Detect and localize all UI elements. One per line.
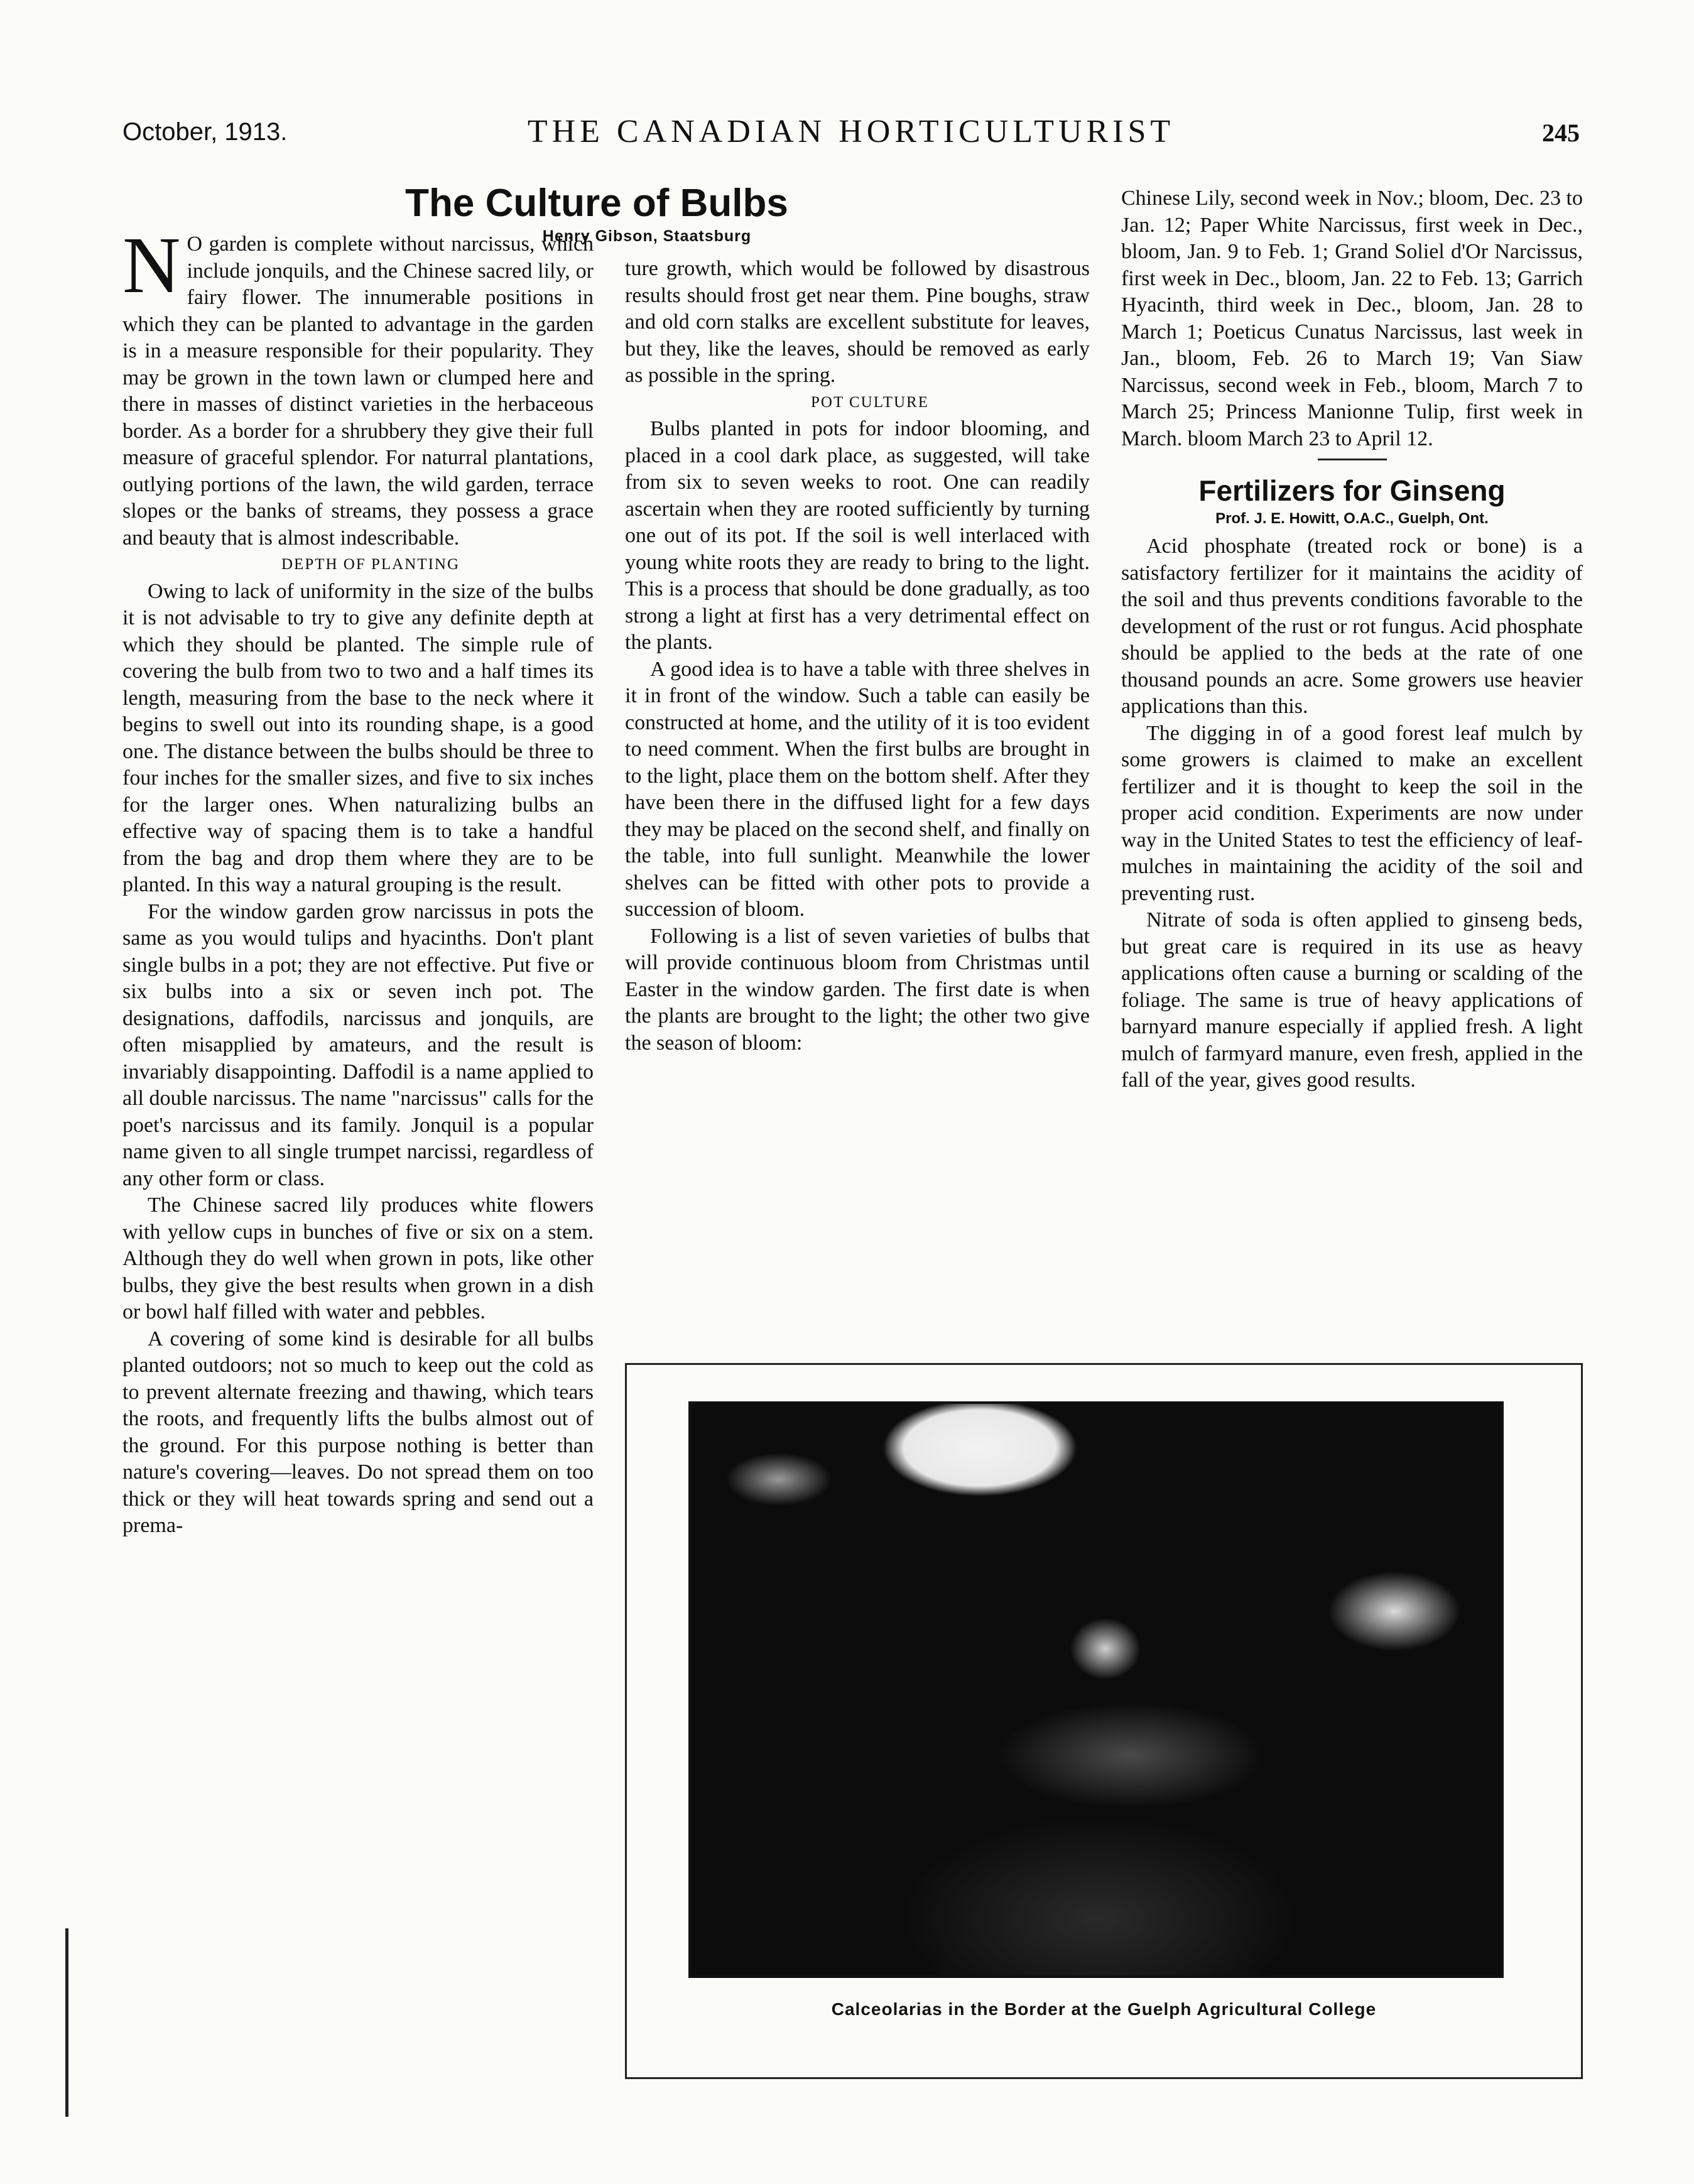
paragraph: Acid phosphate (treated rock or bone) is a satisfactory fertilizer for it maintains the acidity of the soil and thus prevents conditions favorable to the development of the rust or rot fungus. Acid phosphate should be applied to the beds at the rate of one thousand pounds an acre. Some growers use heavier applications than this. [1121,535,1583,718]
journal-title: THE CANADIAN HORTICULTURIST [527,114,1175,149]
paragraph: The digging in of a good forest leaf mulch by some growers is claimed to make an excellent fertilizer and it is thought to keep the soil in the proper acid condition. Experiments are now under way in the United States to test the efficiency of leaf-mulches in maintaining the acidity of the soil and preventing rust. [1121,721,1583,905]
column-2 [625,256,1090,1057]
margin-rule [65,1928,68,2117]
garden-photo [688,1401,1504,1978]
article-byline: Henry Gibson, Staatsburg [542,227,752,245]
article-title: Fertilizers for Ginseng [1198,474,1506,507]
bulb-schedule: Chinese Lily, second week in Nov.; bloom, Dec. 23 to Jan. 12; Paper White Narcissus, first week in Dec., bloom, Jan. 9 to Feb. 1; Grand Soliel d'Or Narcissus, first week in Dec., bloom, Jan. 22 to Feb. 13; Garrich Hyacinth, third week in Dec., bloom, Jan. 28 to March 1; Poeticus Cunatus Narcissus, last week in Jan., bloom, Feb. 26 to March 19; Van Siaw Narcissus, second week in Feb., bloom, March 7 to March 25; Princess Manionne Tulip, first week in March. bloom March 23 to April 12. [1121,187,1583,450]
article-byline: Prof. J. E. Howitt, O.A.C., Guelph, Ont. [1215,510,1489,527]
drop-cap: N [122,220,181,310]
section-subhead: DEPTH OF PLANTING [281,556,460,573]
article-title: The Culture of Bulbs [405,182,788,225]
paragraph: N O garden is complete without narcissus, which include jonquils, and the Chinese sacred lily, or fairy flower. The innumerable positions in which they can be planted to advantage in the garden is in a measure responsible for their popularity. They may be grown in the town lawn or clumped here and there in masses of distinct varieties in the herbaceous border. As a border for a shrubbery they give their full measure of graceful splendor. For naturral plantations, outlying portions of the lawn, the wild garden, terrace slopes or the banks of streams, they possess a grace and beauty that is almost indescribable. [122,220,594,550]
running-header [122,114,1580,162]
figure [625,1363,1583,2079]
paragraph: Bulbs planted in pots for indoor blooming, and placed in a cool dark place, as suggested, will take from six to seven weeks to root. One can readily ascertain when they are rooted sufficiently by turning one out of its pot. If the soil is well interlaced with young white roots they are ready to bring to the light. This is a process that should be done gradually, as too strong a light at first has a very detrimental effect on the plants. [625,417,1090,654]
paragraph: Owing to lack of uniformity in the size of the bulbs it is not advisable to try to give any definite depth at which they should be planted. The simple rule of covering the bulb from two to two and a half times its length, measuring from the base to the neck where it begins to swell out into its rounding shape, is a good one. The distance between the bulbs should be three to four inches for the smaller sizes, and five to six inches for the larger ones. When naturalizing bulbs an effective way of spacing them is to take a handful from the bag and drop them where they are to be planted. In this way a natural grouping is the result. [122,579,594,896]
figure-caption: Calceolarias in the Border at the Guelph Agricultural College [831,1999,1377,2019]
column-3 [1121,185,1583,1094]
column-1 [122,220,594,1540]
paragraph: For the window garden grow narcissus in pots the same as you would tulips and hyacinths. Don't plant single bulbs in a pot; they are not effective. Put five or six bulbs into a six or seven inch pot. The designations, daffodils, narcissus and jonquils, are often misapplied by amateurs, and the result is invariably disappointing. Daffodil is a name applied to all double narcissus. The name "narcissus" calls for the poet's narcissus and its family. Jonquil is a popular name given to all single trumpet narcissi, regardless of any other form or class. [122,899,594,1190]
paragraph: ture growth, which would be followed by disastrous results should frost get near them. Pine boughs, straw and old corn stalks are excellent substitute for leaves, but they, like the leaves, should be removed as early as possible in the spring. [625,257,1090,387]
section-subhead: POT CULTURE [810,393,929,411]
paragraph: A good idea is to have a table with three shelves in it in front of the window. Such a table can easily be constructed at home, and the utility of it is too evident to need comment. When the first bulbs are brought in to the light, place them on the bottom shelf. After they have been there in the diffused light for a few days they may be placed on the second shelf, and finally on the table, into full sunlight. Meanwhile the lower shelves can be fitted with other pots to provide a succession of bloom. [625,657,1090,921]
paragraph: Nitrate of soda is often applied to ginseng beds, but great care is required in its use as heavy applications often cause a burning or scalding of the foliage. The same is true of heavy applications of barnyard manure especially if applied fresh. A light mulch of farmyard manure, even fresh, applied in the fall of the year, gives good results. [1121,908,1583,1092]
paragraph: Following is a list of seven varieties of bulbs that will provide continuous bloom from Christmas until Easter in the window garden. The first date is when the plants are brought to the light; the other two give the season of bloom: [625,924,1090,1055]
issue-date: October, 1913. [122,118,288,146]
page-number: 245 [1542,119,1580,147]
paragraph: A covering of some kind is desirable for all bulbs planted outdoors; not so much to keep out the cold as to prevent alternate freezing and thawing, which tears the roots, and frequently lifts the bulbs almost out of the ground. For this purpose nothing is better than nature's covering—leaves. Do not spread them on too thick or they will heat towards spring and send out a prema- [122,1327,594,1537]
paragraph: The Chinese sacred lily produces white flowers with yellow cups in bunches of five or six on a stem. Although they do well when grown in pots, like other bulbs, they give the best results when grown in a dish or bowl half filled with water and pebbles. [122,1193,594,1323]
divider [1318,459,1387,460]
